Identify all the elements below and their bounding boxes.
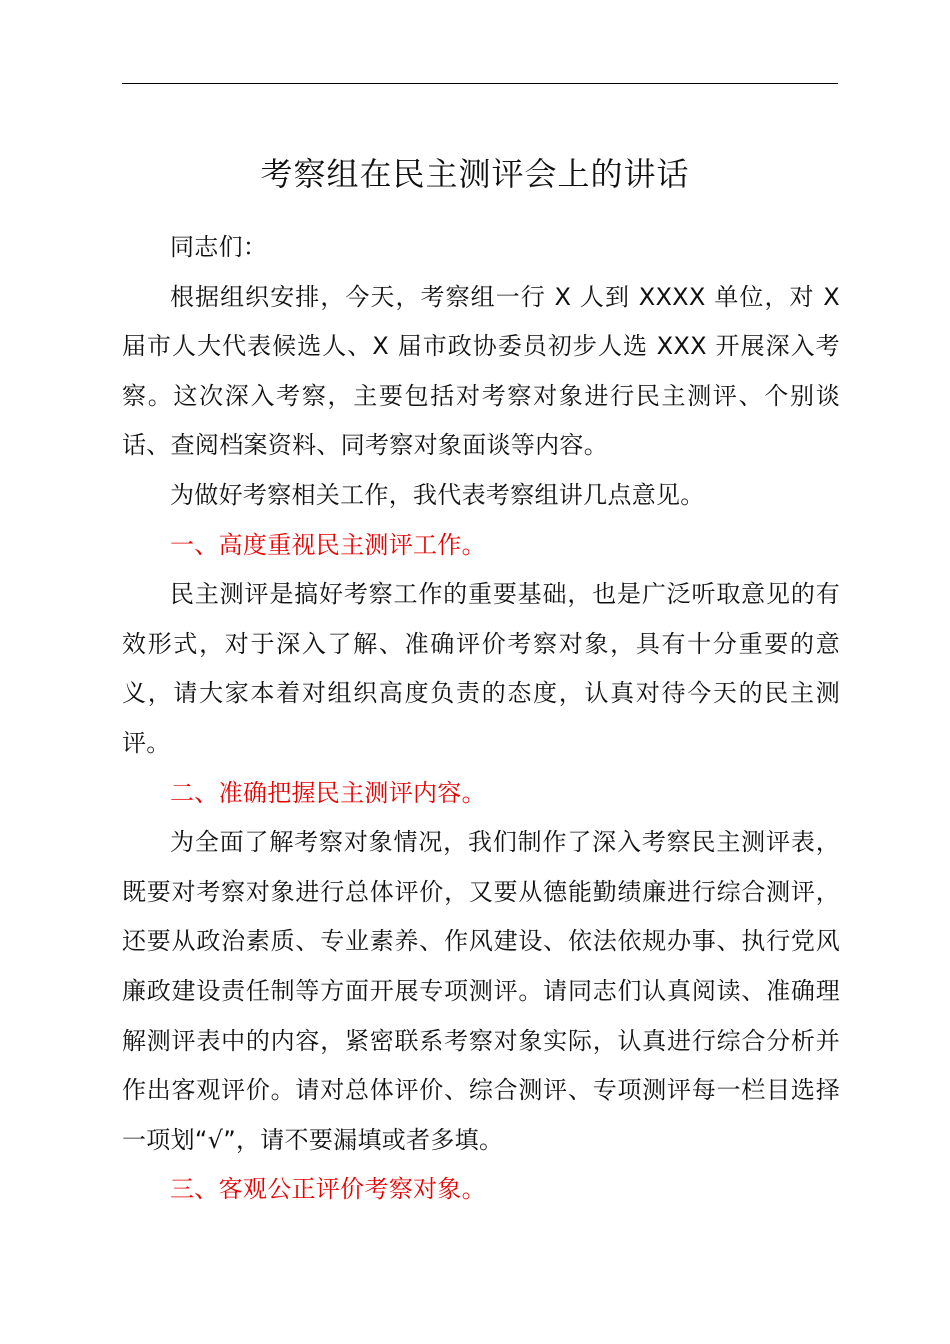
document-title: 考察组在民主测评会上的讲话 [260,155,690,193]
paragraph-intro: 根据组织安排，今天，考察组一行 X 人到 XXXX 单位，对 X 届市人大代表候选人、X 届市政协委员初步人选 XXX 开展深入考察。这次深入考察，主要包括对考察对象进行民主测评、个别谈话、查阅档案资料、同考察对象面谈等内容。 [122,282,840,460]
paragraph-section-1: 民主测评是搞好考察工作的重要基础，也是广泛听取意见的有效形式，对于深入了解、准确评价考察对象，具有十分重要的意义，请大家本着对组织高度负责的态度，认真对待今天的民主测评。 [122,580,840,757]
header-rule [122,83,838,84]
document-body [122,223,840,1215]
section-heading-2: 二、准确把握民主测评内容。 [170,778,486,807]
paragraph-opinion: 为做好考察相关工作，我代表考察组讲几点意见。 [170,480,705,509]
section-heading-1: 一、高度重视民主测评工作。 [170,530,486,559]
section-heading-3: 三、客观公正评价考察对象。 [170,1175,486,1204]
paragraph-section-2: 为全面了解考察对象情况，我们制作了深入考察民主测评表，既要对考察对象进行总体评价，又要从德能勤绩廉进行综合测评，还要从政治素质、专业素养、作风建设、依法依规办事、执行党风廉政建设责任制等方面开展专项测评。请同志们认真阅读、准确理解测评表中的内容，紧密联系考察对象实际，认真进行综合分析并作出客观评价。请对总体评价、综合测评、专项测评每一栏目选择一项划“√”，请不要漏填或者多填。 [122,828,840,1154]
salutation: 同志们： [170,233,268,261]
